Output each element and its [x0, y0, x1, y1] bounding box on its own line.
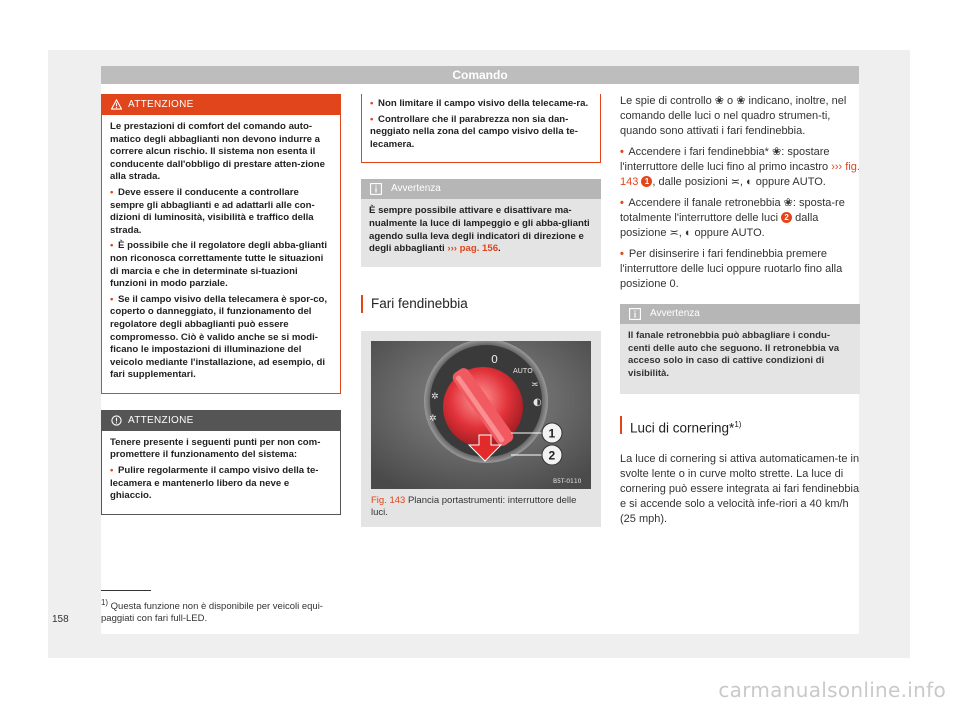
warning-intro: Tenere presente i seguenti punti per non com-promettere il funzionamento del sistema:: [110, 436, 321, 461]
warning-bullet: • Controllare che il parabrezza non sia dan-neggiato nella zona del campo visivo della te-lecamera.: [370, 113, 578, 150]
warning-bullet: • È possibile che il regolatore degli abba-glianti non riconosca correttamente tutte le situazioni di marcia e che in determinate si-tuazioni funzioni in modo parziale.: [110, 240, 328, 290]
bullet-icon: •: [110, 240, 114, 252]
warning-header: [102, 95, 340, 115]
note-header: [361, 179, 601, 199]
rear-fog-light-icon: ✲: [429, 413, 437, 424]
warning-label: ATTENZIONE: [128, 414, 194, 426]
page-number: 158: [52, 614, 69, 625]
section-title: Fari fendinebbia: [361, 295, 601, 313]
footnote: $^{1)}$ Questa funzione non è disponibile per veicoli equi-paggiati con fari full-LED.: [101, 598, 323, 625]
bullet-icon: •: [370, 113, 374, 125]
note-text: Il fanale retronebbia può abbagliare i condu-centi delle auto che seguono. Il retronebbia va acceso solo in caso di cattive condizioni di visibilità.: [628, 330, 840, 379]
warning-box-continued: [361, 94, 601, 163]
paragraph: La luce di cornering si attiva automaticamen-te in svolte lente o in curve molto strette. La luce di cornering può essere integrata ai fari fendinebbia e si accende solo a velocità infe-riori a 40 km/h (25 mph).: [620, 453, 860, 526]
note-label: Avvertenza: [391, 183, 441, 195]
warning-header: [102, 411, 340, 431]
bullet-item: • Accendere il fanale retronebbia ❀: sposta-re totalmente l'interruttore delle luci 2 dalla posizione ≍, ◐ oppure AUTO.: [620, 197, 845, 239]
warning-label: ATTENZIONE: [128, 99, 194, 110]
reference-arrow: ›››: [831, 161, 843, 173]
page-content: [101, 84, 859, 634]
note-body: [361, 199, 601, 266]
column-middle: [361, 94, 601, 527]
note-header: [620, 304, 860, 324]
warning-bullet: • Pulire regolarmente il campo visivo della te-lecamera e mantenerlo libero da neve e ghiaccio.: [110, 465, 319, 502]
callout-2: 2: [548, 448, 556, 463]
bullet-icon: •: [370, 98, 374, 109]
warning-bullet: • Deve essere il conducente a controllare sempre gli abbaglianti e ad adattarli alle con-dizioni di luminosità, visibilità e traffico della strada.: [110, 186, 315, 236]
note-body: [620, 324, 860, 394]
note-text: È sempre possibile attivare e disattivare ma-nualmente la luce di lampeggio e gli abba-glianti agendo sulla leva degli indicatori di direzione e degli abbaglianti ››› pag. 156.: [369, 205, 590, 255]
figure-caption: Fig. 143 Plancia portastrumenti: interruttore delle luci.: [371, 494, 577, 518]
light-switch-figure: [371, 341, 591, 489]
warning-triangle-icon: [111, 99, 122, 110]
reference-arrow: ›››: [447, 243, 457, 255]
knob-position-auto: AUTO: [513, 366, 533, 375]
info-icon: [629, 308, 641, 320]
callout-badge-1: 1: [641, 176, 652, 187]
column-right: [620, 94, 860, 533]
note-label: Avvertenza: [650, 308, 700, 319]
bullet-item: • Accendere i fari fendinebbia* ❀: spostare l'interruttore delle luci fino al primo incastro ››› fig. 143 1 , dalle posizioni ≍, ◐ oppure AUTO.: [620, 146, 860, 188]
figure-code: B5T-0110: [553, 477, 582, 485]
bullet-icon: •: [110, 465, 114, 477]
callout-badge-2: 2: [781, 212, 792, 223]
fog-light-icon: ✲: [431, 391, 439, 402]
bullet-icon: •: [620, 146, 624, 158]
warning-bullet: • Non limitare il campo visivo della telecame-ra.: [370, 98, 589, 109]
figure-reference-link[interactable]: fig. 143: [620, 161, 860, 188]
warning-circle-icon: [111, 415, 122, 426]
watermark: carmanualsonline.info: [718, 678, 946, 702]
footnote-rule: [101, 590, 151, 591]
warning-body: [102, 115, 340, 393]
bullet-icon: •: [110, 186, 114, 198]
warning-body: [102, 431, 340, 514]
info-icon: [370, 183, 382, 195]
warning-box-1: [101, 94, 341, 394]
figure-label: Fig. 143: [371, 494, 406, 506]
bullet-icon: •: [620, 197, 624, 209]
page-reference-link[interactable]: pag. 156: [459, 243, 499, 255]
bullet-item: • Per disinserire i fari fendinebbia premere l'interruttore delle luci oppure ruotarlo fino alla posizione 0.: [620, 248, 843, 290]
note-box: [361, 179, 601, 266]
parking-light-icon: ≍: [531, 379, 539, 390]
bullet-icon: •: [620, 248, 624, 260]
bullet-icon: •: [110, 293, 114, 305]
warning-body: [362, 94, 600, 162]
warning-box-2: [101, 410, 341, 515]
figure-box: [361, 331, 601, 527]
column-left: [101, 94, 341, 531]
warning-bullet: • Se il campo visivo della telecamera è spor-co, coperto o danneggiato, il funzionamento del regolatore degli abbaglianti può essere compromesso. Ciò è valido anche se si modi-ficano le impostazioni di illuminazione del veicolo mediante l'installazione, ad esempio, di fari supplementari.: [110, 293, 328, 381]
page-header: Comando: [101, 66, 859, 84]
warning-intro: Le prestazioni di comfort del comando auto-matico degli abbaglianti non devono indurre a correre alcun rischio. Il sistema non esenta il conducente dall'obbligo di prestare atten-zione alla strada.: [110, 121, 325, 183]
note-box: [620, 304, 860, 394]
paragraph: Le spie di controllo ❀ o ❀ indicano, inoltre, nel comando delle luci o nel quadro strumen-ti, quando sono attivati i fari fendinebbia.: [620, 95, 847, 137]
knob-position-off: 0: [491, 352, 498, 366]
callout-1: 1: [548, 426, 556, 441]
section-title: Luci di cornering*$^{1)}$: [620, 416, 860, 434]
low-beam-icon: ◐: [533, 396, 542, 408]
footnote-marker: 1): [734, 420, 742, 430]
